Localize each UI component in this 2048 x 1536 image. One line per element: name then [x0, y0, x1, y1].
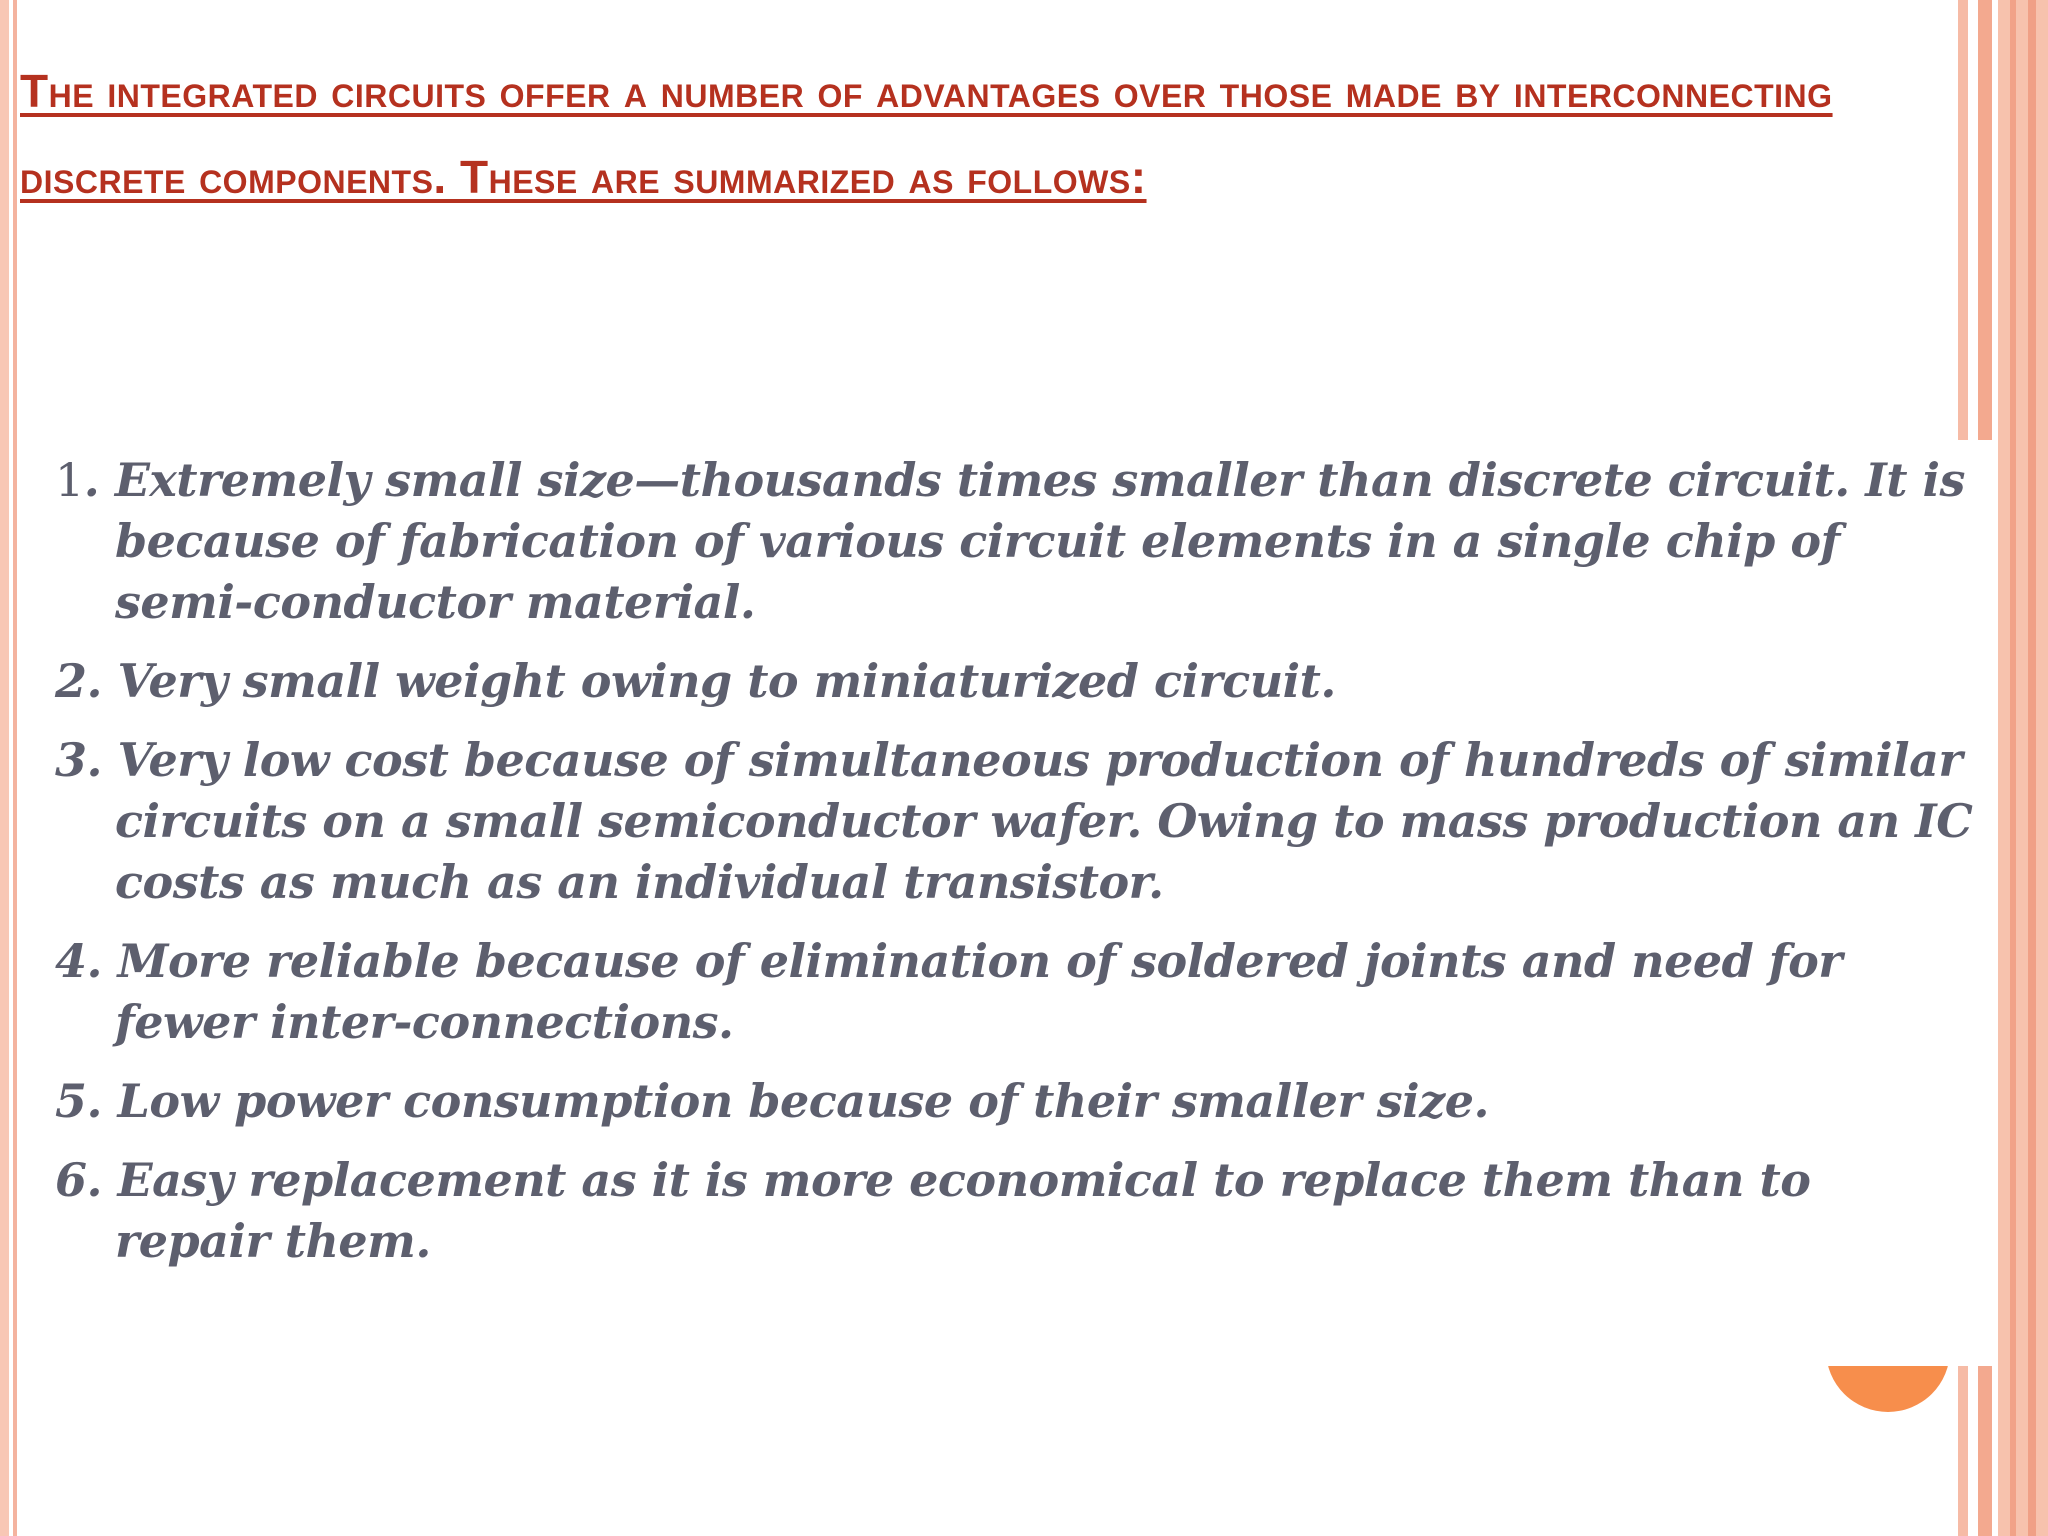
item-text: Easy replacement as it is more economical to replace them than to repair them. — [115, 1153, 1811, 1268]
list-item — [55, 1071, 1975, 1132]
item-number: 3. — [55, 733, 103, 787]
slide-title: The integrated circuits offer a number of advantages over those made by interconnecting discrete components. These are summarized as follows: — [20, 65, 1833, 203]
right-frame-stripe — [1998, 0, 2048, 1536]
list-item — [55, 651, 1975, 712]
advantage-list — [55, 450, 1975, 1290]
right-frame-stripe — [2028, 0, 2036, 1536]
item-number: 4. — [55, 934, 103, 988]
left-frame-stripe-thin — [13, 0, 17, 1536]
list-item — [55, 931, 1975, 1053]
list-item — [55, 450, 1975, 633]
item-text: Extremely small size—thousands times smaller than discrete circuit. It is because of fabrication of various circuit elements in a single chip of semi-conductor material. — [114, 453, 1965, 629]
item-number: 6. — [55, 1153, 103, 1207]
item-text: Very low cost because of simultaneous production of hundreds of similar circuits on a small semiconductor wafer. Owing to mass production an IC costs as much as an individual transistor. — [115, 733, 1973, 909]
list-item — [55, 730, 1975, 913]
item-text: Low power consumption because of their smaller size. — [117, 1074, 1489, 1128]
item-text: Very small weight owing to miniaturized circuit. — [117, 654, 1336, 708]
list-item — [55, 1150, 1975, 1272]
item-number: 2. — [55, 654, 103, 708]
left-frame-stripe — [0, 0, 9, 1536]
item-text: More reliable because of elimination of soldered joints and need for fewer inter-connections. — [115, 934, 1843, 1049]
item-separator: . — [83, 453, 115, 507]
item-number: 5. — [55, 1074, 103, 1128]
item-number: 1 — [55, 453, 84, 507]
right-frame-stripe — [2010, 0, 2016, 1536]
